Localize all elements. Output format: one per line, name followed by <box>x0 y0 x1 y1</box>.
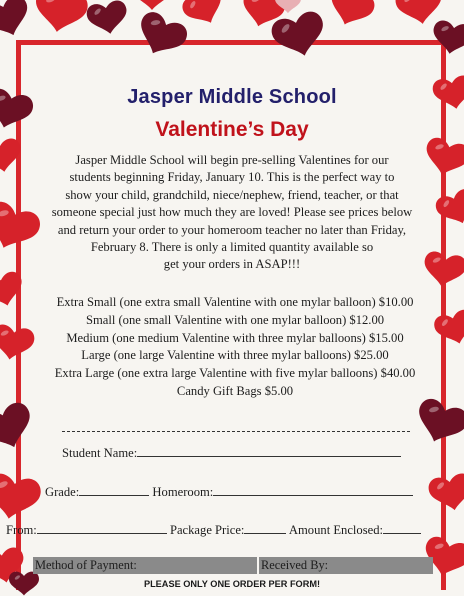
from-price-row <box>6 521 421 538</box>
received-by-box[interactable] <box>259 557 433 574</box>
intro-line: students beginning Friday, January 10. This is the perfect way to <box>69 170 395 185</box>
homeroom-field[interactable] <box>213 483 413 496</box>
price-item: Extra Small (one extra small Valentine with one mylar balloon) $10.00 <box>56 295 414 309</box>
price-item: Candy Gift Bags $5.00 <box>176 383 294 398</box>
student-name-field[interactable] <box>137 444 401 457</box>
from-label: From: <box>6 523 37 537</box>
grade-field[interactable] <box>79 483 149 496</box>
grade-label: Grade: <box>45 485 80 499</box>
package-price-field[interactable] <box>244 521 286 534</box>
method-of-payment-box[interactable] <box>33 557 257 574</box>
package-price-label: Package Price: <box>169 523 245 537</box>
school-title: Jasper Middle School <box>127 86 337 108</box>
intro-line: someone special just how much they are loved! Please see prices below <box>51 205 413 220</box>
from-field[interactable] <box>37 521 167 534</box>
intro-line: get your orders in ASAP!!! <box>163 257 301 272</box>
received-by-label: Received By: <box>261 558 329 572</box>
method-of-payment-label: Method of Payment: <box>35 558 137 572</box>
intro-line: and return your order to your homeroom teacher no later than Friday, <box>57 222 407 237</box>
cut-line <box>62 431 410 432</box>
intro-line: show your child, grandchild, niece/nephew, friend, teacher, or that <box>65 187 399 202</box>
footer-note: PLEASE ONLY ONE ORDER PER FORM! <box>143 579 321 589</box>
amount-enclosed-field[interactable] <box>383 521 421 534</box>
price-item: Large (one large Valentine with three mylar balloons) $25.00 <box>81 348 389 363</box>
intro-paragraph <box>40 152 424 274</box>
student-name-label: Student Name: <box>62 446 138 460</box>
price-item: Extra Large (one extra large Valentine with five mylar balloons) $40.00 <box>54 366 416 381</box>
amount-enclosed-label: Amount Enclosed: <box>288 523 383 537</box>
intro-line: February 8. There is only a limited quantity available so <box>90 240 374 255</box>
student-name-row <box>62 444 401 461</box>
grade-homeroom-row <box>45 483 413 500</box>
price-item: Small (one small Valentine with one mylar balloon) $12.00 <box>85 312 385 327</box>
price-item: Medium (one medium Valentine with three mylar balloons) $15.00 <box>66 330 404 345</box>
homeroom-label: Homeroom: <box>152 485 214 499</box>
price-list <box>28 294 442 401</box>
intro-line: Jasper Middle School will begin pre-selling Valentines for our <box>75 153 389 167</box>
event-title: Valentine’s Day <box>155 118 309 141</box>
